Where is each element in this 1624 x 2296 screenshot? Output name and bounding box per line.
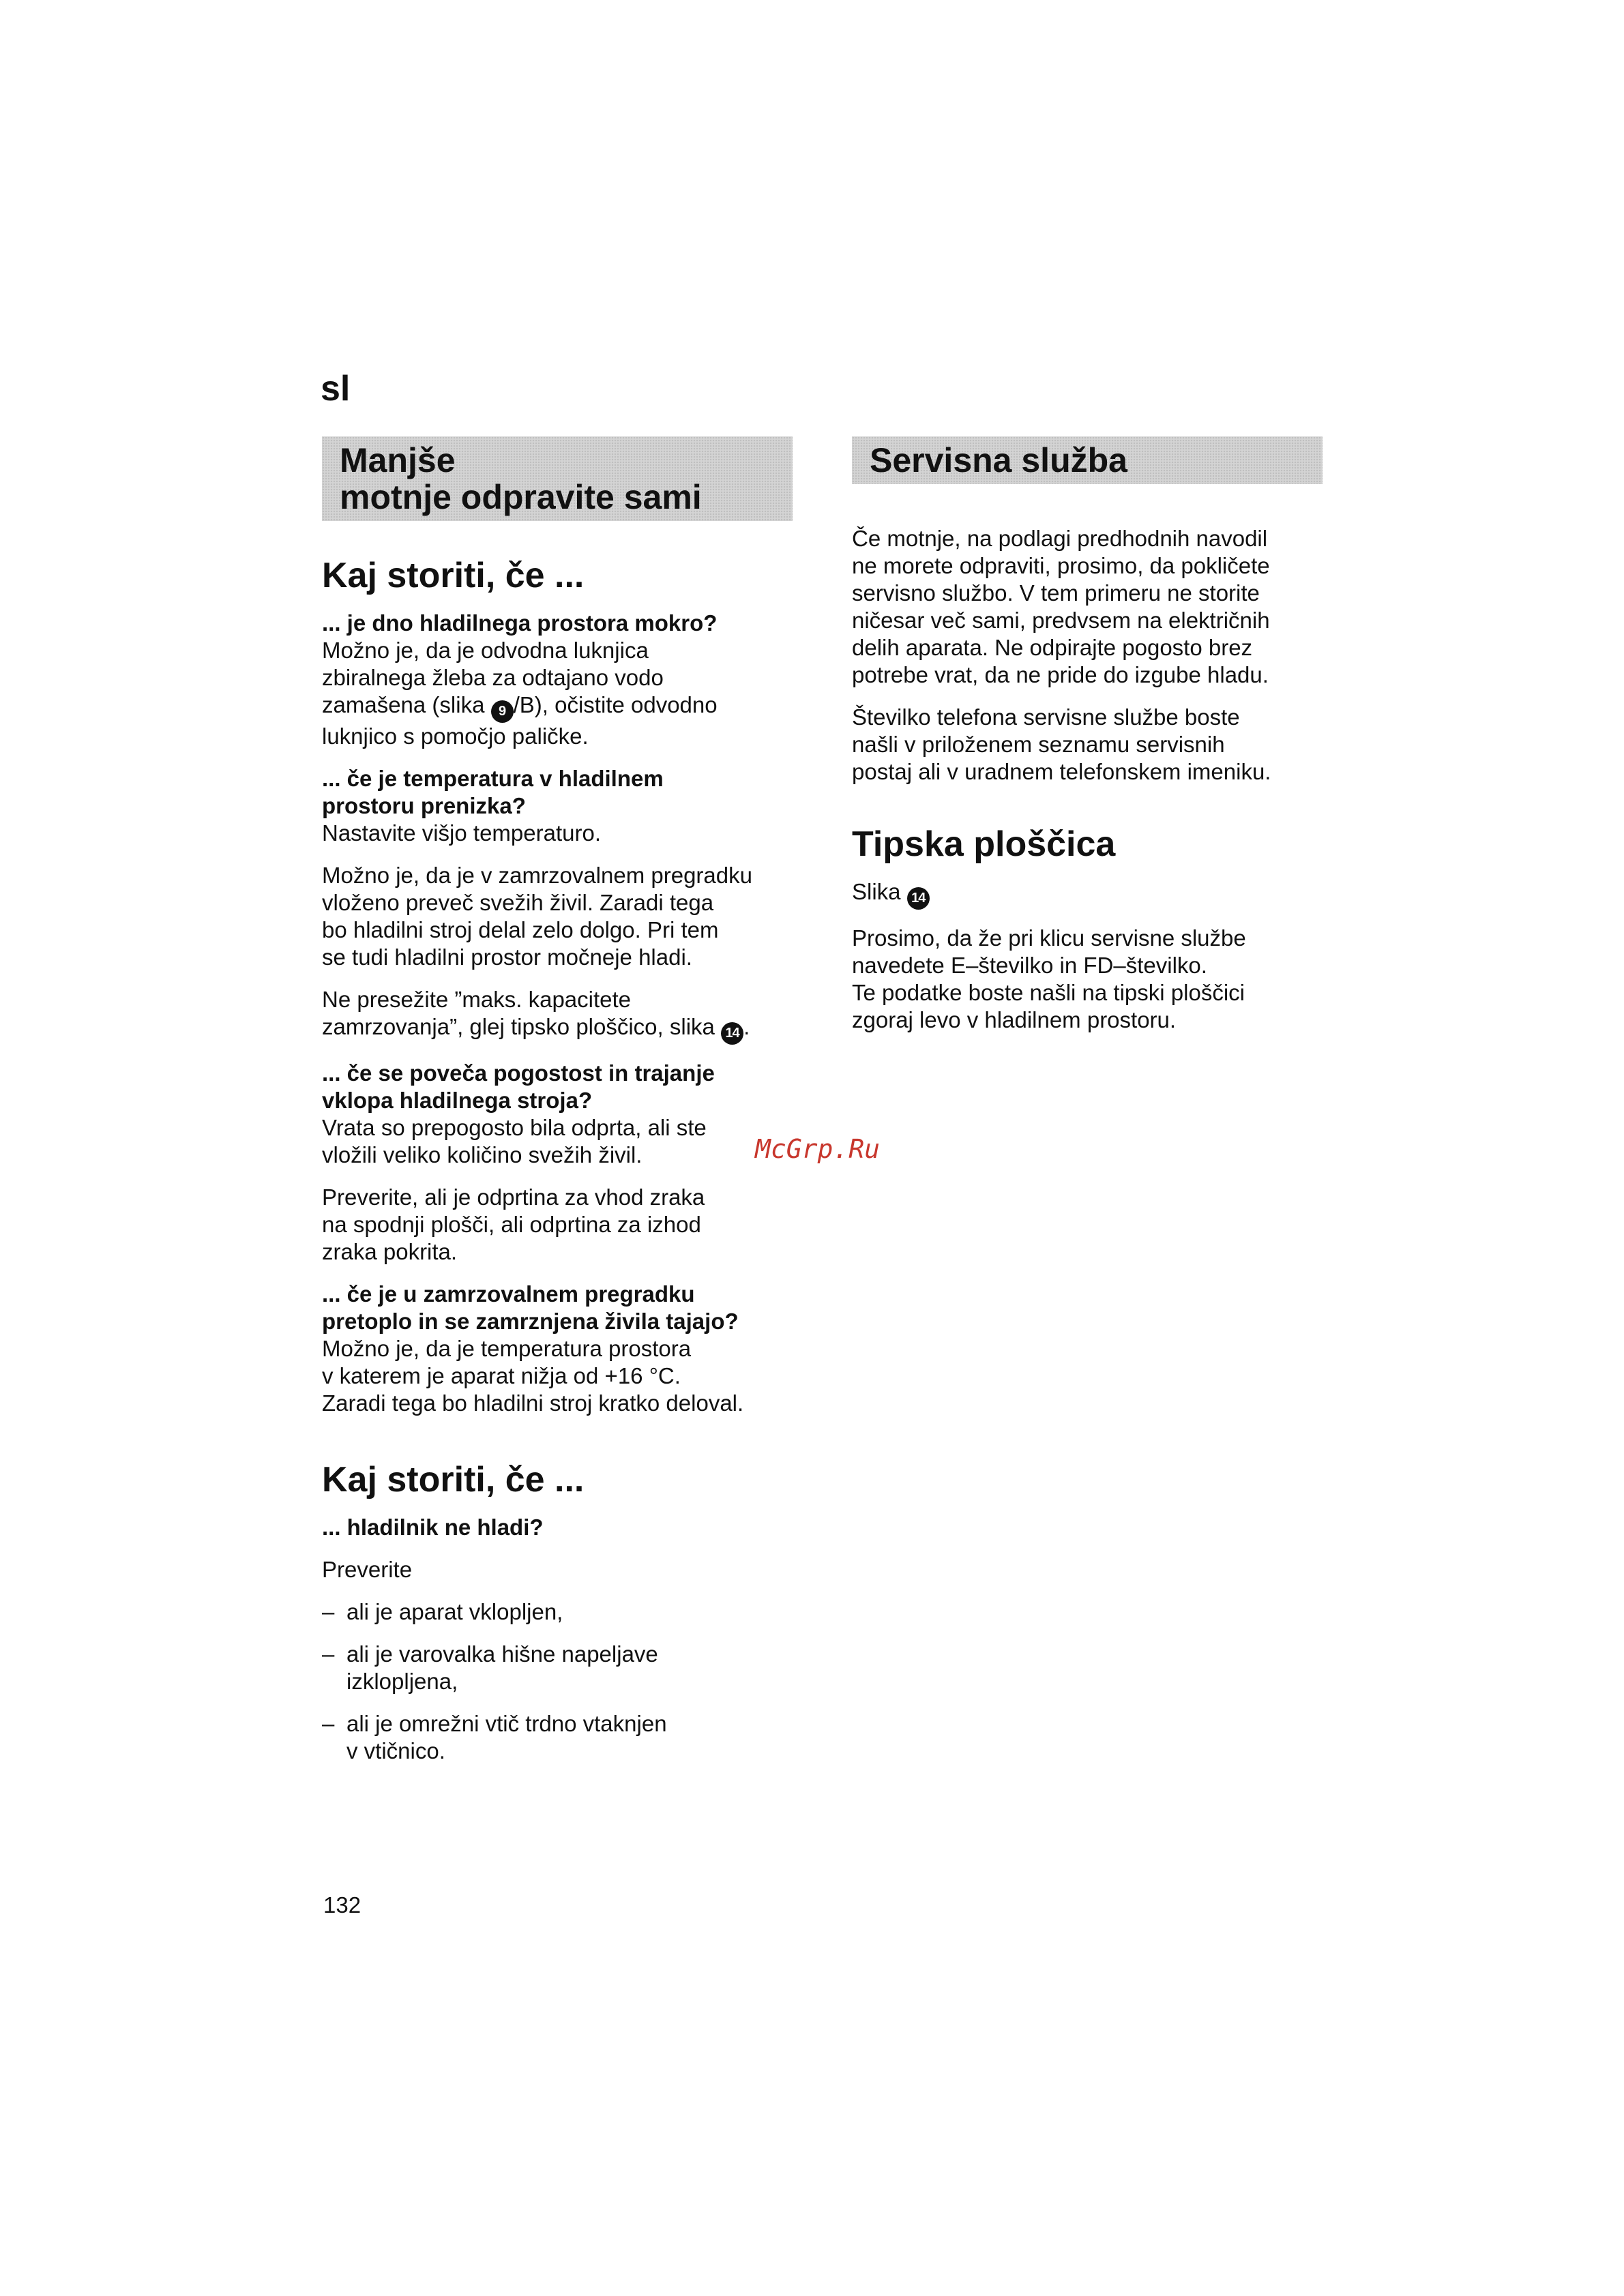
page-number: 132 <box>323 1892 361 1918</box>
text-line: ne morete odpraviti, prosimo, da pokličete <box>852 553 1270 578</box>
text-line: potrebe vrat, da ne pride do izgube hladu. <box>852 662 1269 687</box>
list-item <box>322 1641 793 1695</box>
text-line: vloženo preveč svežih živil. Zaradi tega <box>322 890 714 915</box>
banner-line: Manjše <box>340 441 456 479</box>
text-fragment: /B), očistite odvodno <box>513 692 718 717</box>
text-line: servisno službo. V tem primeru ne storite <box>852 580 1260 606</box>
text-line: Možno je, da je v zamrzovalnem pregradku <box>322 863 752 888</box>
text-fragment: zamrzovanja”, glej tipsko ploščico, slika <box>322 1014 722 1039</box>
text-fragment: zamašena (slika <box>322 692 491 717</box>
text-line: ničesar več sami, predvsem na električnih <box>852 608 1270 633</box>
text-line: bo hladilni stroj delal zelo dolgo. Pri tem <box>322 917 719 942</box>
answer <box>322 820 793 847</box>
text-fragment: . <box>743 1014 750 1039</box>
section-banner-service <box>852 436 1323 484</box>
text-line: se tudi hladilni prostor močneje hladi. <box>322 944 692 970</box>
dash-bullet: – <box>322 1599 335 1624</box>
text-line: ... če je temperatura v hladilnem <box>322 766 664 791</box>
language-code: sl <box>321 369 351 408</box>
list-item-text <box>346 1598 563 1626</box>
text-line: Zaradi tega bo hladilni stroj kratko deloval. <box>322 1390 744 1416</box>
text-line: ali je aparat vklopljen, <box>346 1599 563 1624</box>
text-line: v katerem je aparat nižja od +16 °C. <box>322 1363 681 1388</box>
question: ... hladilnik ne hladi? <box>322 1515 544 1540</box>
text-line: navedete E–številko in FD–številko. <box>852 953 1207 978</box>
answer <box>322 637 793 750</box>
paragraph <box>852 925 1323 1034</box>
paragraph <box>322 862 793 971</box>
list-item-text <box>346 1641 658 1695</box>
paragraph <box>852 525 1323 689</box>
answer <box>322 1335 793 1417</box>
text-line: Vrata so prepogosto bila odprta, ali ste <box>322 1115 707 1140</box>
text-line: ali je omrežni vtič trdno vtaknjen <box>346 1711 667 1736</box>
text-line: ... če je u zamrzovalnem pregradku <box>322 1281 695 1307</box>
paragraph <box>852 704 1323 786</box>
figure-ref-9-icon: 9 <box>491 700 514 723</box>
figure-ref-14-icon: 14 <box>907 887 930 910</box>
text-line: zbiralnega žleba za odtajano vodo <box>322 665 664 690</box>
heading-rating-plate: Tipska ploščica <box>852 824 1116 864</box>
text-line: izklopljena, <box>346 1669 458 1694</box>
figure-ref-14-icon: 14 <box>721 1022 743 1045</box>
text-line: našli v priloženem seznamu servisnih <box>852 732 1225 757</box>
text-line: zraka pokrita. <box>322 1239 458 1264</box>
question: ... je dno hladilnega prostora mokro? <box>322 610 718 636</box>
paragraph <box>322 1184 793 1266</box>
text-line: postaj ali v uradnem telefonskem imeniku. <box>852 759 1271 784</box>
text-line: pretoplo in se zamrznjena živila tajajo? <box>322 1309 739 1334</box>
text-line <box>322 1013 793 1045</box>
text-line: delih aparata. Ne odpirajte pogosto brez <box>852 635 1253 660</box>
text-line: Te podatke boste našli na tipski ploščici <box>852 980 1245 1005</box>
text-line: ali je varovalka hišne napeljave <box>346 1641 658 1667</box>
banner-line: motnje odpravite sami <box>340 478 702 516</box>
text-line: Možno je, da je odvodna luknjica <box>322 638 649 663</box>
text-fragment: Slika <box>852 879 907 904</box>
heading-what-to-do: Kaj storiti, če ... <box>322 556 585 595</box>
right-column <box>852 436 1323 1049</box>
list-item <box>322 1710 793 1765</box>
text-line: vložili veliko količino svežih živil. <box>322 1142 643 1167</box>
text-line: Ne presežite ”maks. kapacitete <box>322 987 632 1012</box>
text-line: na spodnji plošči, ali odprtina za izhod <box>322 1212 701 1237</box>
dash-bullet: – <box>322 1711 335 1736</box>
left-column <box>322 436 793 1780</box>
text-line: ... če se poveča pogostost in trajanje <box>322 1060 715 1086</box>
text-line: Prosimo, da že pri klicu servisne službe <box>852 925 1246 951</box>
text-line: Številko telefona servisne službe boste <box>852 704 1240 730</box>
answer <box>322 1114 793 1169</box>
text-line: luknjico s pomočjo paličke. <box>322 724 589 749</box>
text-line <box>322 691 793 723</box>
intro-text: Preverite <box>322 1557 413 1582</box>
text-line: v vtičnico. <box>346 1738 445 1763</box>
question <box>322 1281 793 1335</box>
text-line: prostoru prenizka? <box>322 793 526 818</box>
section-banner-troubleshooting <box>322 436 793 521</box>
question <box>322 765 793 820</box>
heading-what-to-do-2: Kaj storiti, če ... <box>322 1460 585 1500</box>
watermark-link[interactable]: McGrp.Ru <box>755 1134 881 1164</box>
question <box>322 1060 793 1114</box>
text-line: Nastavite višjo temperaturo. <box>322 820 602 846</box>
text-line: Možno je, da je temperatura prostora <box>322 1336 692 1361</box>
text-line: zgoraj levo v hladilnem prostoru. <box>852 1007 1177 1032</box>
text-line: Preverite, ali je odprtina za vhod zraka <box>322 1184 705 1210</box>
paragraph <box>322 986 793 1045</box>
text-line: vklopa hladilnega stroja? <box>322 1088 593 1113</box>
banner-line: Servisna služba <box>870 441 1127 479</box>
list-item-text <box>346 1710 667 1765</box>
list-item <box>322 1598 793 1626</box>
figure-reference <box>852 878 1323 910</box>
dash-bullet: – <box>322 1641 335 1667</box>
text-line: Če motnje, na podlagi predhodnih navodil <box>852 526 1268 551</box>
